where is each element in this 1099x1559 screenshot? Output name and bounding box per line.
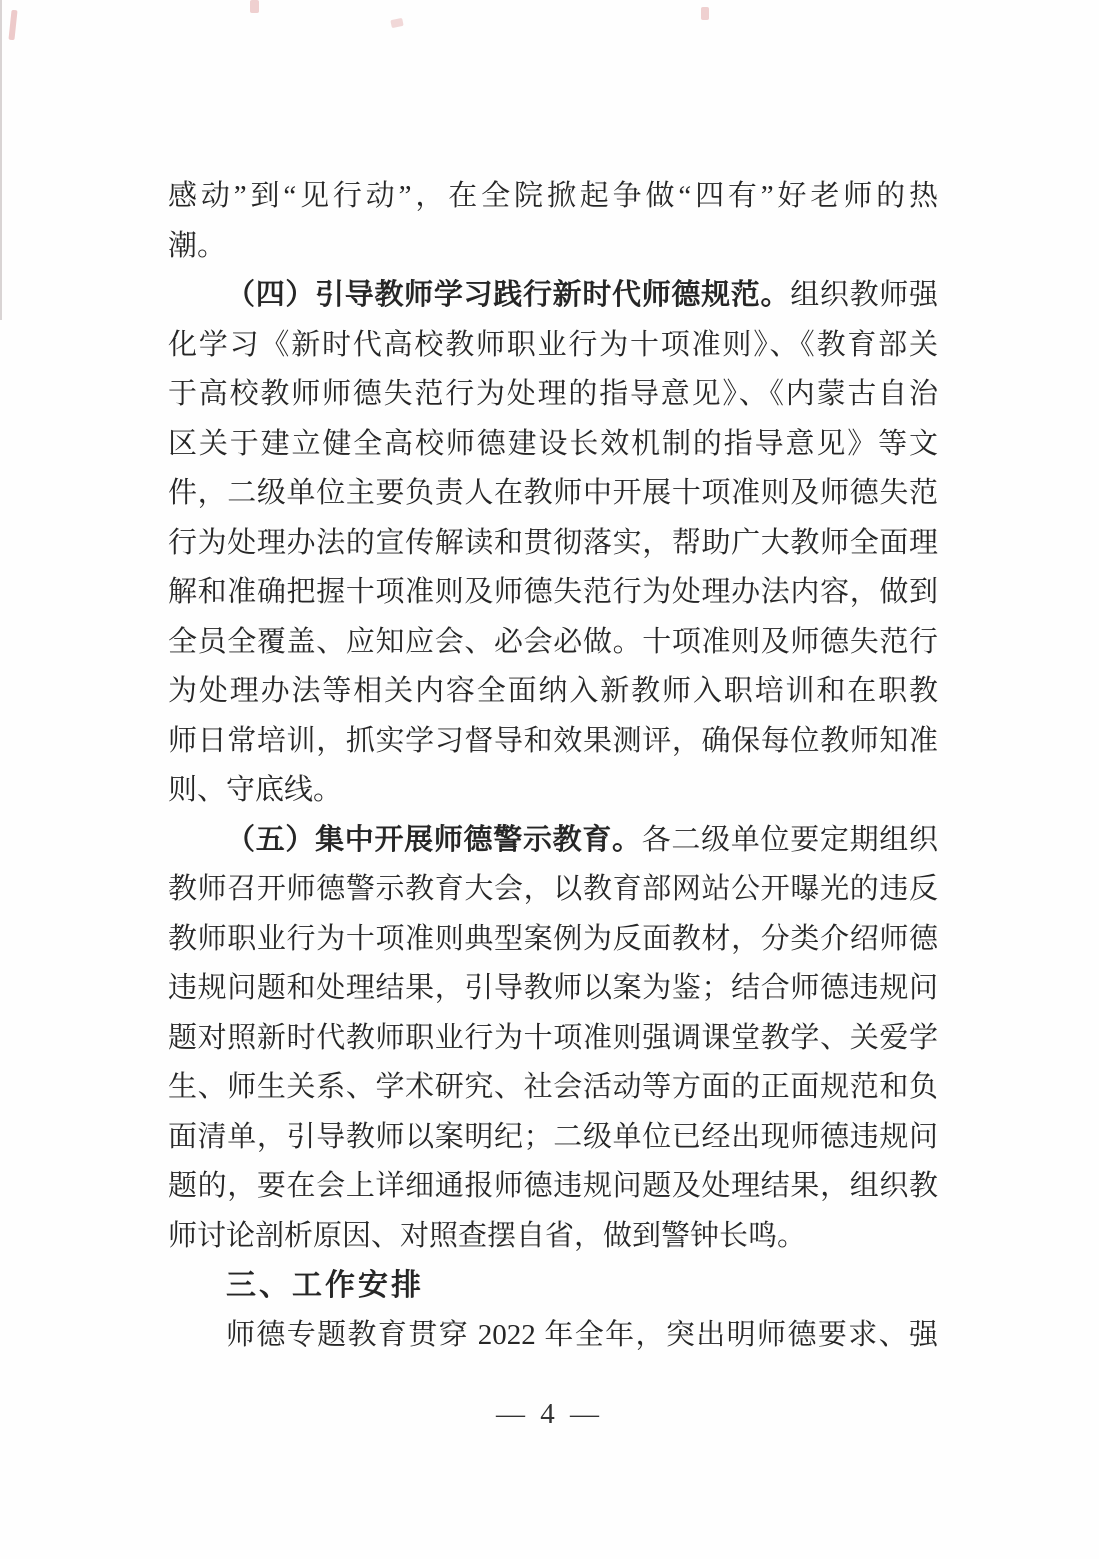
text-run: 题的，要在会上详细通报师德违规问题及处理结果，组织教 [168, 1170, 938, 1202]
text-line [168, 469, 938, 519]
text-line [168, 1162, 938, 1212]
text-line [168, 370, 938, 420]
text-line [168, 1212, 938, 1262]
text-line [168, 717, 938, 767]
text-run: 师日常培训，抓实学习督导和效果测评，确保每位教师知准 [168, 724, 938, 757]
text-line [168, 1113, 938, 1163]
text-run: 组织教师强 [790, 279, 938, 311]
text-run: 感动”到“见行动”，在全院掀起争做“四有”好老师的热 [168, 180, 938, 212]
text-line [168, 766, 938, 816]
text-line [168, 172, 938, 222]
text-run: 化学习《新时代高校教师职业行为十项准则》、《教育部关 [168, 328, 938, 361]
page-number: — 4 — [496, 1398, 603, 1430]
text-run: 教师职业行为十项准则典型案例为反面教材，分类介绍师德 [168, 922, 938, 955]
text-block [168, 172, 938, 1360]
text-line [168, 964, 938, 1014]
bold-text-run: （五）集中开展师德警示教育。 [226, 823, 642, 856]
scan-artifact-mark [250, 0, 259, 13]
section-heading-line [168, 1261, 938, 1311]
text-run: 区关于建立健全高校师德建设长效机制的指导意见》等文 [168, 427, 938, 460]
text-line [168, 618, 938, 668]
text-run: 师讨论剖析原因、对照查摆自省，做到警钟长鸣。 [168, 1219, 807, 1252]
scan-artifact-mark [701, 7, 709, 20]
text-run: 则、守底线。 [168, 774, 343, 806]
text-run: 生、师生关系、学术研究、社会活动等方面的正面规范和负 [168, 1071, 938, 1103]
text-run: 全员全覆盖、应知应会、必会必做。十项准则及师德失范行 [168, 625, 938, 658]
text-run: 违规问题和处理结果，引导教师以案为鉴；结合师德违规问 [168, 972, 938, 1004]
text-line [168, 816, 938, 866]
text-run: 各二级单位要定期组织 [641, 823, 938, 856]
text-line [168, 271, 938, 321]
text-run: 件，二级单位主要负责人在教师中开展十项准则及师德失范 [168, 477, 938, 509]
text-run: 教师召开师德警示教育大会，以教育部网站公开曝光的违反 [168, 873, 938, 905]
text-line [168, 568, 938, 618]
text-line [168, 915, 938, 965]
text-line [168, 519, 938, 569]
text-line [168, 321, 938, 371]
text-line [168, 1014, 938, 1064]
text-line [168, 865, 938, 915]
text-line [168, 1063, 938, 1113]
bold-text-run: （四）引导教师学习践行新时代师德规范。 [226, 279, 791, 311]
bold-text-run: 三、工作安排 [226, 1269, 424, 1302]
text-run: 面清单，引导教师以案明纪；二级单位已经出现师德违规问 [168, 1120, 938, 1153]
text-line [168, 420, 938, 470]
text-line [168, 667, 938, 717]
text-run: 于高校教师师德失范行为处理的指导意见》、《内蒙古自治 [168, 378, 938, 410]
text-run: 行为处理办法的宣传解读和贯彻落实，帮助广大教师全面理 [168, 526, 938, 559]
text-run: 师德专题教育贯穿 2022 年全年，突出明师德要求、强 [226, 1318, 938, 1351]
text-line [168, 1311, 938, 1361]
scan-edge-line [0, 0, 2, 320]
text-run: 解和准确把握十项准则及师德失范行为处理办法内容，做到 [168, 576, 938, 608]
scan-artifact-mark [390, 18, 403, 28]
text-run: 潮。 [168, 229, 227, 262]
text-run: 题对照新时代教师职业行为十项准则强调课堂教学、关爱学 [168, 1021, 938, 1054]
text-line [168, 222, 938, 272]
scan-artifact-mark [8, 10, 17, 40]
text-run: 为处理办法等相关内容全面纳入新教师入职培训和在职教 [168, 675, 938, 707]
